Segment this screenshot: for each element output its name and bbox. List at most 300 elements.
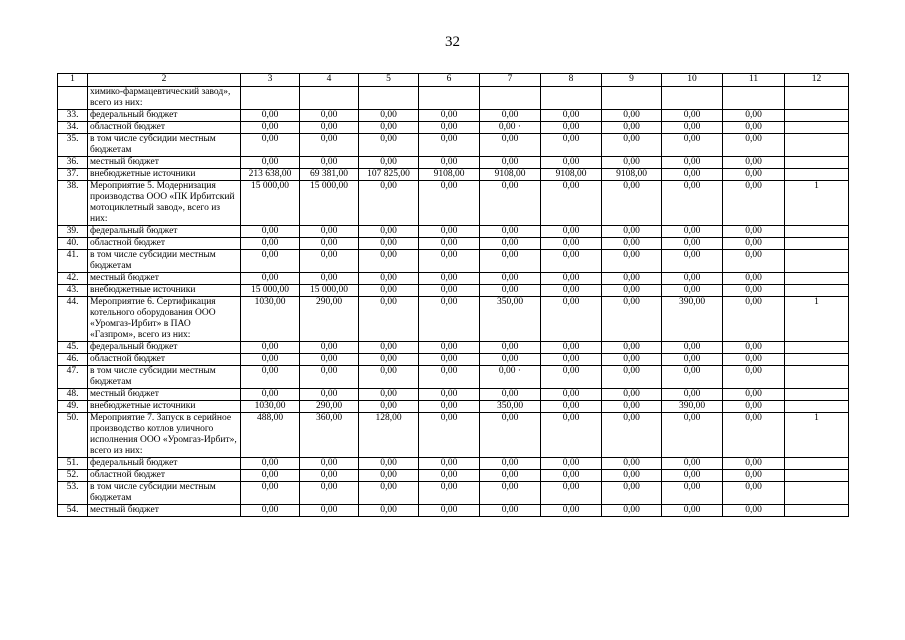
table-cell: 0,00 — [419, 181, 480, 226]
table-cell: 350,00 — [480, 297, 541, 342]
table-cell: 128,00 — [359, 413, 419, 458]
table-cell: 0,00 — [602, 122, 662, 134]
table-cell: 0,00 — [480, 389, 541, 401]
table-row — [58, 87, 849, 110]
table-cell: 0,00 — [419, 273, 480, 285]
budget-table — [57, 73, 849, 517]
row-label: областной бюджет — [88, 122, 241, 134]
table-cell: 0,00 — [419, 342, 480, 354]
row-label: областной бюджет — [88, 470, 241, 482]
table-cell: 15 000,00 — [300, 181, 359, 226]
table-row — [58, 122, 849, 134]
table-cell — [785, 285, 849, 297]
table-row — [58, 470, 849, 482]
column-header: 8 — [541, 74, 602, 87]
table-cell: 0,00 — [419, 226, 480, 238]
table-cell: 0,00 — [602, 342, 662, 354]
column-header: 2 — [88, 74, 241, 87]
table-cell: 0,00 — [541, 110, 602, 122]
table-cell: 15 000,00 — [241, 285, 300, 297]
table-cell — [785, 482, 849, 505]
table-cell: 1 — [785, 297, 849, 342]
table-cell: 0,00 — [241, 482, 300, 505]
row-number — [58, 87, 88, 110]
table-cell: 290,00 — [300, 401, 359, 413]
table-cell — [785, 354, 849, 366]
table-cell: 0,00 — [723, 505, 785, 517]
table-cell: 0,00 — [359, 342, 419, 354]
table-cell: 0,00 — [480, 342, 541, 354]
table-cell: 0,00 — [419, 297, 480, 342]
table-cell: 0,00 — [723, 110, 785, 122]
row-label: Мероприятие 5. Модернизация производства ООО «ПК Ирбитский мотоциклетный завод», всего из них: — [88, 181, 241, 226]
table-cell: 0,00 — [241, 134, 300, 157]
table-cell: 0,00 — [723, 134, 785, 157]
table-cell: 0,00 — [723, 389, 785, 401]
table-cell: 0,00 — [300, 470, 359, 482]
table-cell: 0,00 — [359, 273, 419, 285]
row-label: областной бюджет — [88, 238, 241, 250]
table-cell: 0,00 — [300, 354, 359, 366]
row-label: местный бюджет — [88, 157, 241, 169]
table-cell: 0,00 — [602, 134, 662, 157]
column-header: 5 — [359, 74, 419, 87]
table-cell: 1 — [785, 181, 849, 226]
table-cell: 0,00 — [359, 122, 419, 134]
table-cell: 0,00 — [419, 238, 480, 250]
table-cell: 0,00 — [602, 482, 662, 505]
table-cell: 0,00 — [602, 226, 662, 238]
table-cell: 0,00 — [723, 458, 785, 470]
table-cell: 0,00 — [662, 458, 723, 470]
row-number: 43. — [58, 285, 88, 297]
table-cell — [241, 87, 300, 110]
table-cell — [300, 87, 359, 110]
table-cell: 0,00 — [241, 273, 300, 285]
table-cell: 0,00 — [602, 297, 662, 342]
row-label: федеральный бюджет — [88, 342, 241, 354]
row-number: 44. — [58, 297, 88, 342]
page-number: 32 — [445, 34, 460, 50]
table-cell: 0,00 — [662, 505, 723, 517]
table-cell: 0,00 — [541, 470, 602, 482]
table-cell: 0,00 — [480, 458, 541, 470]
table-cell: 0,00 — [541, 297, 602, 342]
table-cell: 0,00 — [541, 342, 602, 354]
table-row — [58, 482, 849, 505]
table-body — [58, 87, 849, 517]
table-cell: 69 381,00 — [300, 169, 359, 181]
table-cell: 15 000,00 — [241, 181, 300, 226]
table-cell: 0,00 — [300, 238, 359, 250]
table-cell: 0,00 — [359, 110, 419, 122]
table-cell: 0,00 — [662, 250, 723, 273]
table-cell: 0,00 — [359, 181, 419, 226]
table-cell: 0,00 — [602, 238, 662, 250]
table-cell — [785, 250, 849, 273]
table-cell — [785, 505, 849, 517]
row-label: местный бюджет — [88, 389, 241, 401]
column-header: 11 — [723, 74, 785, 87]
table-cell — [785, 342, 849, 354]
row-label: в том числе субсидии местным бюджетам — [88, 250, 241, 273]
table-cell: 0,00 — [541, 273, 602, 285]
table-cell: 0,00 — [723, 470, 785, 482]
table-row — [58, 110, 849, 122]
table-row — [58, 285, 849, 297]
table-cell: 0,00 — [541, 482, 602, 505]
table-cell: 9108,00 — [480, 169, 541, 181]
table-cell: 0,00 — [359, 482, 419, 505]
table-cell: 107 825,00 — [359, 169, 419, 181]
table-cell: 0,00 — [541, 157, 602, 169]
table-row — [58, 389, 849, 401]
table-cell: 0,00 — [723, 482, 785, 505]
table-cell — [785, 273, 849, 285]
table-cell: 1 — [785, 413, 849, 458]
table-cell: 0,00 — [480, 470, 541, 482]
table-cell: 0,00 — [359, 250, 419, 273]
table-cell: 0,00 — [359, 366, 419, 389]
table-row — [58, 181, 849, 226]
table-cell: 0,00 — [241, 389, 300, 401]
table-cell: 0,00 — [723, 366, 785, 389]
table-cell: 0,00 — [662, 238, 723, 250]
table-cell: 0,00 — [300, 134, 359, 157]
table-row — [58, 226, 849, 238]
table-row — [58, 366, 849, 389]
row-label: в том числе субсидии местным бюджетам — [88, 134, 241, 157]
table-cell — [785, 169, 849, 181]
table-cell: 0,00 — [241, 458, 300, 470]
table-cell: 0,00 — [300, 273, 359, 285]
table-cell: 0,00 — [723, 250, 785, 273]
table-cell: 0,00 — [602, 505, 662, 517]
table-cell: 0,00 — [602, 250, 662, 273]
table-cell: 0,00 — [541, 401, 602, 413]
table-cell — [785, 458, 849, 470]
table-cell: 0,00 — [300, 389, 359, 401]
table-cell — [541, 87, 602, 110]
row-number: 54. — [58, 505, 88, 517]
table-cell: 1030,00 — [241, 401, 300, 413]
table-cell: 0,00 — [541, 389, 602, 401]
table-cell: 0,00 — [662, 285, 723, 297]
row-label: внебюджетные источники — [88, 285, 241, 297]
table-cell — [602, 87, 662, 110]
table-cell: 0,00 — [541, 413, 602, 458]
table-cell: 0,00 — [602, 157, 662, 169]
table-cell: 0,00 — [723, 226, 785, 238]
table-cell: 488,00 — [241, 413, 300, 458]
table-cell: 0,00 — [241, 342, 300, 354]
table-cell — [785, 470, 849, 482]
table-row — [58, 134, 849, 157]
table-cell: 0,00 — [419, 110, 480, 122]
table-cell: 0,00 — [602, 181, 662, 226]
table-cell — [785, 389, 849, 401]
table-cell: 0,00 — [480, 226, 541, 238]
table-row — [58, 505, 849, 517]
row-label: в том числе субсидии местным бюджетам — [88, 482, 241, 505]
table-cell: 0,00 — [602, 273, 662, 285]
table-row — [58, 413, 849, 458]
table-cell — [785, 401, 849, 413]
table-cell: 0,00 — [541, 181, 602, 226]
table-cell: 0,00 — [241, 505, 300, 517]
table-cell: 9108,00 — [419, 169, 480, 181]
table-cell: 0,00 — [419, 401, 480, 413]
table-cell: 0,00 — [241, 354, 300, 366]
table-cell: 0,00 — [723, 273, 785, 285]
table-cell: 0,00 — [241, 250, 300, 273]
table-cell: 0,00 — [241, 157, 300, 169]
table-cell — [785, 238, 849, 250]
table-cell: 0,00 — [541, 226, 602, 238]
row-number: 48. — [58, 389, 88, 401]
table-cell: 0,00 — [419, 354, 480, 366]
table-cell: 0,00 — [480, 238, 541, 250]
table-cell: 0,00 — [541, 238, 602, 250]
table-cell: 1030,00 — [241, 297, 300, 342]
row-number: 52. — [58, 470, 88, 482]
table-row — [58, 458, 849, 470]
table-cell: 0,00 — [359, 157, 419, 169]
table-cell: 0,00 — [480, 181, 541, 226]
table-row — [58, 157, 849, 169]
table-cell: 0,00 — [419, 482, 480, 505]
table-cell: 0,00 — [723, 181, 785, 226]
table-cell: 0,00 — [480, 285, 541, 297]
table-cell: 0,00 — [300, 250, 359, 273]
table-cell: 0,00 — [419, 285, 480, 297]
row-number: 46. — [58, 354, 88, 366]
column-header: 7 — [480, 74, 541, 87]
column-header: 3 — [241, 74, 300, 87]
table-cell: 0,00 — [662, 413, 723, 458]
table-cell: 0,00 — [419, 157, 480, 169]
row-number: 34. — [58, 122, 88, 134]
table-cell — [785, 134, 849, 157]
table-cell: 0,00 — [241, 366, 300, 389]
table-row — [58, 169, 849, 181]
table-cell: 0,00 — [723, 285, 785, 297]
table-cell: 0,00 — [662, 110, 723, 122]
table-cell: 0,00 — [359, 354, 419, 366]
row-number: 40. — [58, 238, 88, 250]
row-number: 51. — [58, 458, 88, 470]
table-cell: 0,00 — [300, 342, 359, 354]
table-cell: 0,00 — [723, 238, 785, 250]
row-number: 37. — [58, 169, 88, 181]
table-cell — [785, 226, 849, 238]
row-number: 41. — [58, 250, 88, 273]
table-cell — [785, 157, 849, 169]
table-cell: 0,00 — [419, 470, 480, 482]
table-cell: 0,00 — [480, 110, 541, 122]
table-cell: 0,00 — [602, 110, 662, 122]
table-cell: 0,00 — [359, 238, 419, 250]
table-cell — [723, 87, 785, 110]
table-cell: 0,00 — [602, 401, 662, 413]
table-cell: 0,00 — [662, 470, 723, 482]
table-cell — [359, 87, 419, 110]
row-number: 39. — [58, 226, 88, 238]
table-cell: 15 000,00 — [300, 285, 359, 297]
row-number: 53. — [58, 482, 88, 505]
table-row — [58, 238, 849, 250]
table-row — [58, 342, 849, 354]
table-cell: 0,00 — [480, 134, 541, 157]
table-cell: 290,00 — [300, 297, 359, 342]
table-cell: 0,00 — [480, 505, 541, 517]
table-cell: 0,00 — [300, 110, 359, 122]
table-cell: 0,00 — [602, 458, 662, 470]
row-label: областной бюджет — [88, 354, 241, 366]
table-cell: 0,00 — [480, 413, 541, 458]
row-label: местный бюджет — [88, 505, 241, 517]
table-cell: 0,00 — [241, 238, 300, 250]
table-cell: 390,00 — [662, 401, 723, 413]
table-cell: 0,00 — [602, 366, 662, 389]
table-cell: 0,00 — [419, 366, 480, 389]
table-cell: 0,00 — [300, 505, 359, 517]
table-cell: 0,00 — [541, 505, 602, 517]
table-cell: 0,00 — [662, 181, 723, 226]
table-cell: 0,00 — [359, 458, 419, 470]
column-header: 9 — [602, 74, 662, 87]
table-cell: 0,00 — [241, 110, 300, 122]
row-label: федеральный бюджет — [88, 110, 241, 122]
table-cell: 0,00 — [300, 366, 359, 389]
table-cell: 0,00 — [300, 226, 359, 238]
table-cell: 9108,00 — [541, 169, 602, 181]
column-header: 6 — [419, 74, 480, 87]
table-cell: 0,00 — [300, 458, 359, 470]
table-row — [58, 354, 849, 366]
table-cell: 0,00 — [723, 157, 785, 169]
table-cell: 0,00 — [480, 354, 541, 366]
table-cell: 0,00 — [359, 226, 419, 238]
row-label: федеральный бюджет — [88, 226, 241, 238]
table-cell: 0,00 — [662, 157, 723, 169]
table-cell: 0,00 — [300, 482, 359, 505]
row-number: 35. — [58, 134, 88, 157]
table-cell: 0,00 — [359, 134, 419, 157]
table-cell: 0,00 — [602, 470, 662, 482]
row-label: местный бюджет — [88, 273, 241, 285]
table-cell: 0,00 — [241, 470, 300, 482]
table-cell: 0,00 — [723, 413, 785, 458]
row-label: внебюджетные источники — [88, 169, 241, 181]
table-cell: 0,00 — [662, 482, 723, 505]
table-cell: 0,00 — [541, 122, 602, 134]
table-cell: 0,00 — [300, 122, 359, 134]
row-label: химико-фармацевтический завод», всего из них: — [88, 87, 241, 110]
table-cell: 0,00 — [359, 401, 419, 413]
table-cell: 0,00 — [419, 458, 480, 470]
column-header: 4 — [300, 74, 359, 87]
table-cell: 0,00 — [602, 413, 662, 458]
table-cell: 0,00 — [300, 157, 359, 169]
table-cell: 0,00 — [662, 134, 723, 157]
table-cell: 0,00 — [723, 297, 785, 342]
table-cell: 0,00 — [723, 169, 785, 181]
column-header: 12 — [785, 74, 849, 87]
table-cell: 0,00 — [359, 505, 419, 517]
table-cell: 213 638,00 — [241, 169, 300, 181]
row-label: внебюджетные источники — [88, 401, 241, 413]
table-row — [58, 401, 849, 413]
table-cell — [785, 110, 849, 122]
table-cell: 0,00 — [662, 354, 723, 366]
table-cell: 0,00 — [723, 122, 785, 134]
table-cell: 0,00 — [541, 250, 602, 273]
table-cell: 0,00 — [541, 458, 602, 470]
row-number: 50. — [58, 413, 88, 458]
table-cell: 0,00 — [723, 342, 785, 354]
table-cell: 0,00 — [602, 285, 662, 297]
table-cell: 0,00 — [359, 389, 419, 401]
table-cell: 0,00 — [359, 470, 419, 482]
table-cell: 0,00 · — [480, 366, 541, 389]
table-cell: 0,00 — [541, 134, 602, 157]
table-cell: 0,00 — [241, 226, 300, 238]
row-label: в том числе субсидии местным бюджетам — [88, 366, 241, 389]
table-cell: 0,00 — [480, 157, 541, 169]
row-number: 47. — [58, 366, 88, 389]
table-cell: 0,00 — [480, 273, 541, 285]
table-cell: 0,00 — [359, 285, 419, 297]
table-row — [58, 273, 849, 285]
row-label: Мероприятие 6. Сертификация котельного оборудования ООО «Уромгаз-Ирбит» в ПАО «Газпром», всего из них: — [88, 297, 241, 342]
table-cell: 0,00 — [241, 122, 300, 134]
column-header: 10 — [662, 74, 723, 87]
table-cell: 0,00 — [602, 389, 662, 401]
row-label: Мероприятие 7. Запуск в серийное производство котлов уличного исполнения ООО «Уромгаз-Ирбит», всего из них: — [88, 413, 241, 458]
table-cell: 0,00 — [723, 401, 785, 413]
table-cell: 0,00 — [419, 389, 480, 401]
table-cell: 0,00 — [541, 354, 602, 366]
table-cell: 0,00 — [602, 354, 662, 366]
table-cell — [419, 87, 480, 110]
table-cell: 0,00 — [662, 169, 723, 181]
table-cell — [785, 122, 849, 134]
row-number: 36. — [58, 157, 88, 169]
table-cell — [785, 366, 849, 389]
table-cell: 0,00 — [359, 297, 419, 342]
table-row — [58, 250, 849, 273]
table-cell: 0,00 — [419, 505, 480, 517]
table-cell: 0,00 — [662, 273, 723, 285]
table-cell: 0,00 — [419, 413, 480, 458]
table-cell: 0,00 — [419, 122, 480, 134]
table-cell: 0,00 — [480, 482, 541, 505]
table-cell: 0,00 — [662, 366, 723, 389]
table-cell: 0,00 — [541, 285, 602, 297]
column-header: 1 — [58, 74, 88, 87]
table-cell: 0,00 — [662, 122, 723, 134]
table-cell: 0,00 — [419, 250, 480, 273]
table-cell: 0,00 — [662, 342, 723, 354]
row-number: 45. — [58, 342, 88, 354]
table-row — [58, 297, 849, 342]
table-cell: 0,00 — [419, 134, 480, 157]
table-cell — [662, 87, 723, 110]
table-cell: 390,00 — [662, 297, 723, 342]
row-label: федеральный бюджет — [88, 458, 241, 470]
table-cell: 350,00 — [480, 401, 541, 413]
